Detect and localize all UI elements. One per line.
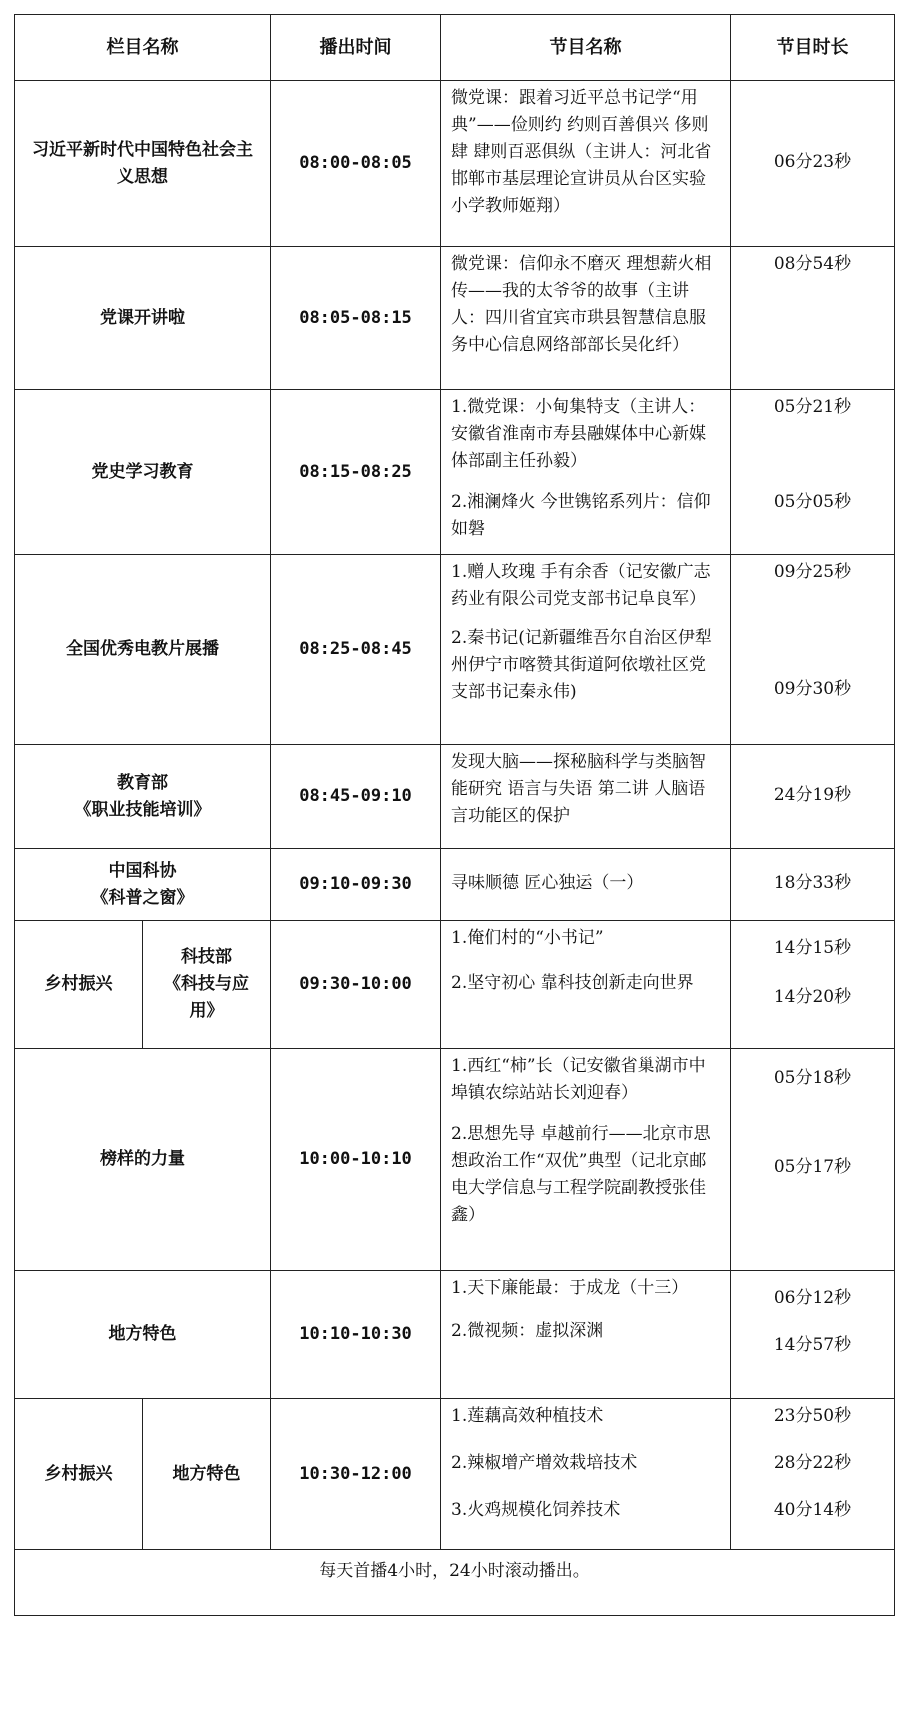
column-name-cell: 地方特色 [15,1271,271,1399]
column-main-cell: 乡村振兴 [15,921,143,1049]
duration-cell [731,247,895,390]
table-row [15,745,895,849]
program-item: 1.赠人玫瑰 手有余香（记安徽广志药业有限公司党支部书记阜良军） [451,562,711,609]
program-name-cell [441,1271,731,1399]
table-row [15,247,895,390]
duration-item: 40分14秒 [773,1500,852,1520]
program-name-cell [441,849,731,921]
duration-cell [731,921,895,1049]
column-name-cell: 党课开讲啦 [15,247,271,390]
table-row [15,1399,895,1550]
table-row [15,81,895,247]
program-item: 1.俺们村的“小书记” [451,928,604,948]
header-row [15,15,895,81]
duration-item: 08分54秒 [773,254,852,274]
duration-cell [731,745,895,849]
program-name-cell [441,81,731,247]
table-row [15,849,895,921]
column-sub-cell: 科技部 《科技与应用》 [143,921,271,1049]
schedule-table [14,14,895,1616]
duration-cell [731,849,895,921]
footer-row [15,1550,895,1616]
column-main-cell: 乡村振兴 [15,1399,143,1550]
program-item: 微党课：跟着习近平总书记学“用典”——俭则约 约则百善俱兴 侈则肆 肆则百恶俱纵（主讲人：河北省邯郸市基层理论宣讲员从台区实验小学教师姬翔） [451,88,712,216]
program-item: 微党课：信仰永不磨灭 理想薪火相传——我的太爷爷的故事（主讲人：四川省宜宾市珙县智慧信息服务中心信息网络部部长吴化纤） [451,254,712,355]
broadcast-time-cell: 08:05-08:15 [271,247,441,390]
column-sub-cell: 地方特色 [143,1399,271,1550]
duration-cell [731,1271,895,1399]
program-name-cell [441,247,731,390]
program-name-cell [441,1399,731,1550]
duration-item: 09分30秒 [773,679,852,699]
program-item: 2.秦书记(记新疆维吾尔自治区伊犁州伊宁市喀赞其街道阿依墩社区党支部书记秦永伟) [451,628,712,702]
program-item: 2.坚守初心 靠科技创新走向世界 [451,973,694,993]
program-item: 1.莲藕高效种植技术 [451,1406,604,1426]
duration-item: 05分18秒 [773,1068,852,1088]
column-name-cell: 教育部 《职业技能培训》 [15,745,271,849]
broadcast-time-cell: 08:45-09:10 [271,745,441,849]
table-row [15,390,895,555]
table-row [15,1049,895,1271]
program-item: 2.辣椒增产增效栽培技术 [451,1453,638,1473]
broadcast-time-cell: 08:00-08:05 [271,81,441,247]
program-name-cell [441,745,731,849]
program-item: 1.天下廉能最：于成龙（十三） [451,1278,689,1298]
broadcast-time-cell: 08:15-08:25 [271,390,441,555]
column-name-cell: 党史学习教育 [15,390,271,555]
duration-cell [731,1049,895,1271]
program-name-cell [441,921,731,1049]
duration-item: 24分19秒 [773,785,852,805]
duration-item: 14分20秒 [773,987,852,1007]
duration-cell [731,81,895,247]
table-row [15,921,895,1049]
column-name-cell: 习近平新时代中国特色社会主义思想 [15,81,271,247]
table-row [15,1271,895,1399]
footer-note: 每天首播4小时，24小时滚动播出。 [15,1550,895,1616]
duration-item: 14分57秒 [773,1335,852,1355]
duration-item: 05分21秒 [773,397,852,417]
program-item: 3.火鸡规模化饲养技术 [451,1500,621,1520]
program-name-cell [441,1049,731,1271]
duration-item: 23分50秒 [773,1406,852,1426]
duration-cell [731,390,895,555]
duration-item: 05分17秒 [773,1157,852,1177]
duration-cell [731,1399,895,1550]
column-name-cell: 全国优秀电教片展播 [15,555,271,745]
program-name-cell [441,390,731,555]
table-row [15,555,895,745]
duration-item: 28分22秒 [773,1453,852,1473]
header-column-name: 栏目名称 [15,15,271,81]
duration-item: 09分25秒 [773,562,852,582]
program-item: 2.微视频：虚拟深渊 [451,1321,604,1341]
duration-item: 06分23秒 [773,152,852,172]
duration-item: 18分33秒 [773,873,852,893]
header-broadcast-time: 播出时间 [271,15,441,81]
duration-cell [731,555,895,745]
header-program-name: 节目名称 [441,15,731,81]
duration-item: 14分15秒 [773,938,852,958]
program-name-cell [441,555,731,745]
program-item: 1.西红“柿”长（记安徽省巢湖市中埠镇农综站站长刘迎春） [451,1056,706,1103]
broadcast-time-cell: 09:30-10:00 [271,921,441,1049]
duration-item: 06分12秒 [773,1288,852,1308]
duration-item: 05分05秒 [773,492,852,512]
broadcast-time-cell: 10:30-12:00 [271,1399,441,1550]
broadcast-time-cell: 10:00-10:10 [271,1049,441,1271]
program-item: 寻味顺德 匠心独运（一） [451,873,644,893]
program-item: 1.微党课：小甸集特支（主讲人：安徽省淮南市寿县融媒体中心新媒体部副主任孙毅） [451,397,706,471]
program-item: 发现大脑——探秘脑科学与类脑智能研究 语言与失语 第二讲 人脑语言功能区的保护 [451,752,706,826]
header-program-duration: 节目时长 [731,15,895,81]
column-name-cell: 榜样的力量 [15,1049,271,1271]
program-item: 2.思想先导 卓越前行——北京市思想政治工作“双优”典型（记北京邮电大学信息与工程学院副教授张佳鑫） [451,1124,711,1225]
broadcast-time-cell: 10:10-10:30 [271,1271,441,1399]
column-name-cell: 中国科协 《科普之窗》 [15,849,271,921]
program-item: 2.湘澜烽火 今世镌铭系列片：信仰如磐 [451,492,711,539]
broadcast-time-cell: 08:25-08:45 [271,555,441,745]
broadcast-time-cell: 09:10-09:30 [271,849,441,921]
